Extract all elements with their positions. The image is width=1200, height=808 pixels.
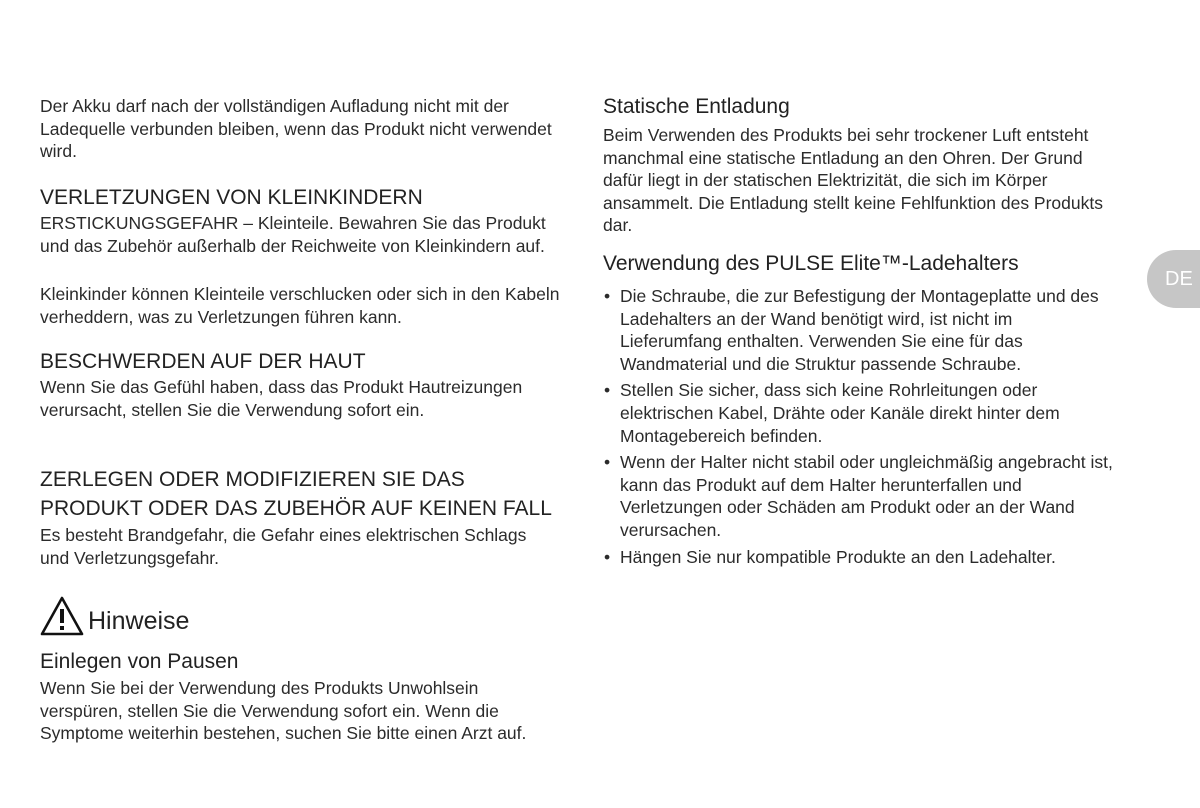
heading-statische-entladung: Statische Entladung [603,95,790,118]
kleinkinder-paragraph-2: Kleinkinder können Kleinteile verschlucken oder sich in den Kabeln verheddern, was zu Verletzungen führen kann. [40,284,560,327]
heading-ladehalter: Verwendung des PULSE Elite™-Ladehalters [603,252,1019,275]
intro-paragraph: Der Akku darf nach der vollständigen Aufladung nicht mit der Ladequelle verbunden bleiben, wenn das Produkt nicht verwendet wird. [40,96,552,162]
language-tab: DE [1147,250,1200,308]
heading-zerlegen: ZERLEGEN ODER MODIFIZIEREN SIE DAS PRODUKT ODER DAS ZUBEHÖR AUF KEINEN FALL [40,468,552,520]
list-item: • Stellen Sie sicher, dass sich keine Rohrleitungen oder elektrischen Kabel, Drähte oder Kanäle direkt hinter dem Montagebereich befinden. [603,379,1118,447]
warning-triangle-icon [40,596,84,636]
list-item: • Hängen Sie nur kompatible Produkte an den Ladehalter. [603,546,1118,569]
hinweise-title: Hinweise [88,607,190,635]
pausen-paragraph: Wenn Sie bei der Verwendung des Produkts Unwohlsein verspüren, stellen Sie die Verwendung sofort ein. Wenn die Symptome weiterhin bestehen, suchen Sie bitte einen Arzt auf. [40,678,527,744]
statische-entladung-paragraph: Beim Verwenden des Produkts bei sehr trockener Luft entsteht manchmal eine statische Entladung an den Ohren. Der Grund dafür liegt in der statischen Elektrizität, die sich im Körper ansammelt. Die Entladung stellt keine Fehlfunktion des Produkts dar. [603,125,1103,236]
haut-paragraph: Wenn Sie das Gefühl haben, dass das Produkt Hautreizungen verursacht, stellen Sie die Verwendung sofort ein. [40,377,523,420]
heading-kleinkinder: VERLETZUNGEN VON KLEINKINDERN [40,186,423,209]
zerlegen-paragraph: Es besteht Brandgefahr, die Gefahr eines elektrischen Schlags und Verletzungsgefahr. [40,525,527,568]
heading-haut: BESCHWERDEN AUF DER HAUT [40,350,366,373]
hinweise-header [40,596,189,636]
kleinkinder-paragraph-1: ERSTICKUNGSGEFAHR – Kleinteile. Bewahren Sie das Produkt und das Zubehör außerhalb der Reichweite von Kleinkindern auf. [40,213,546,256]
heading-pausen: Einlegen von Pausen [40,650,239,673]
list-item: • Die Schraube, die zur Befestigung der Montageplatte und des Ladehalters an der Wand benötigt wird, ist nicht im Lieferumfang enthalten. Verwenden Sie eine für das Wandmaterial und die Struktur passende Schraube. [603,285,1118,375]
list-item: • Wenn der Halter nicht stabil oder ungleichmäßig angebracht ist, kann das Produkt auf dem Halter herunterfallen und Verletzungen oder Schäden am Produkt oder an der Wand verursachen. [603,451,1118,541]
ladehalter-list [603,285,1118,572]
